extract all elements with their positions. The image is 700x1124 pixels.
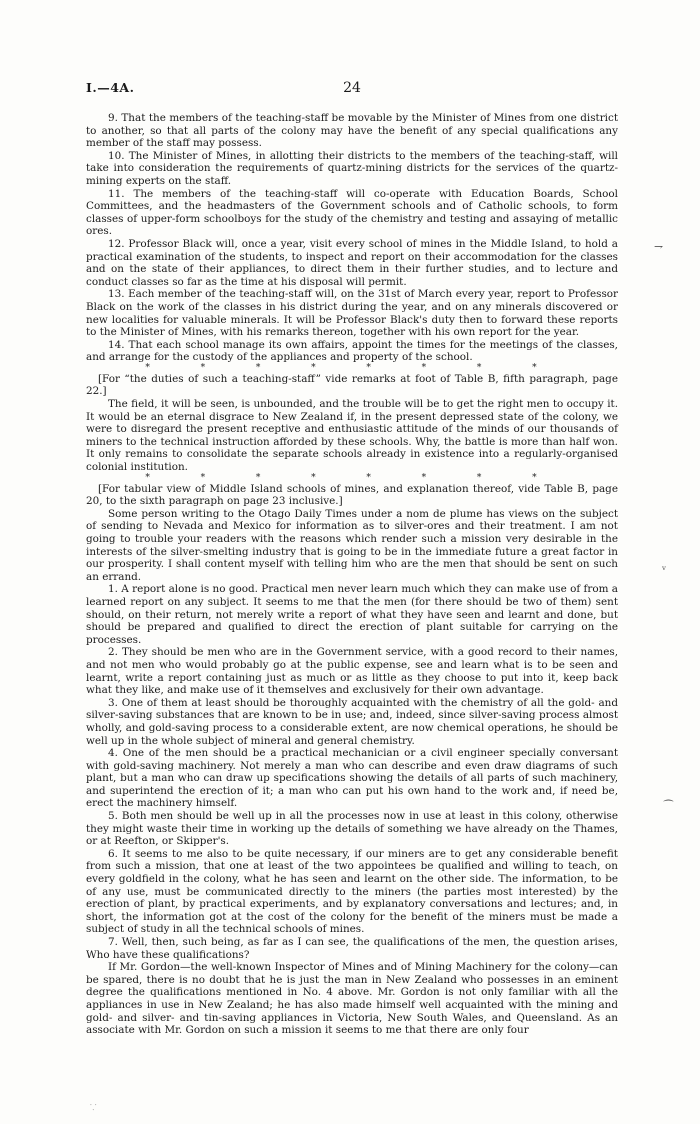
separator-star: * xyxy=(200,472,206,483)
separator-star: * xyxy=(255,472,261,483)
separator-star: * xyxy=(145,472,150,483)
paragraph: 7. Well, then, such being, as far as I can see, the qualifications of the men, the question arises, Who have these qualifications? xyxy=(86,936,618,961)
document-page xyxy=(86,80,618,1037)
margin-mark: ⁀ xyxy=(664,800,673,813)
paragraph: Some person writing to the Otago Daily Times under a nom de plume has views on the subject of sending to Nevada and Mexico for information as to silver-ores and their treatment. I am not going to trouble your readers with the reasons which render such a mission very desirable in the interests of the silver-smelting industry that is going to be in the immediate future a great factor in our prosperity. I shall content myself with telling him who are the men that should be sent on such an errand. xyxy=(86,507,618,583)
separator-star: * xyxy=(532,472,537,483)
section-separator xyxy=(86,474,618,483)
separator-star: * xyxy=(200,362,206,373)
page-header xyxy=(86,80,618,104)
paragraph: 3. One of them at least should be thoroughly acquainted with the chemistry of all the gold- and silver-saving substances that are known to be in use; and, indeed, since silver-saving process almost wholly, and gold-saving process to a considerable extent, are now chemical operations, he should be well up in the whole subject of mineral and general chemistry. xyxy=(86,696,618,747)
bracket-note: [For tabular view of Middle Island schools of mines, and explanation thereof, vide Table B, page 20, to the sixth paragraph on page 23 inclusive.] xyxy=(86,482,618,508)
paragraph: 14. That each school manage its own affairs, appoint the times for the meetings of the classes, and arrange for the custody of the appliances and property of the school. xyxy=(86,338,618,364)
separator-star: * xyxy=(421,362,427,373)
separator-star: * xyxy=(311,472,316,483)
paragraph: 6. It seems to me also to be quite necessary, if our miners are to get any considerable benefit from such a mission, that one at least of the two appointees be qualified and willing to teach, on every goldfield in the colony, what he has seen and learnt on the other side. The information, to be of any use, must be communicated directly to the miners (the parties most interested) by the erection of plant, by practical experiments, and by explanatory conversations and lectures; and, in short, the information got at the cost of the colony for the benefit of the miners must be made a subject of study in all the technical schools of mines. xyxy=(86,847,618,936)
separator-star: * xyxy=(476,362,482,373)
separator-star: * xyxy=(366,472,371,483)
body-text xyxy=(86,112,618,1037)
separator-star: * xyxy=(311,362,316,373)
separator-star: * xyxy=(255,362,261,373)
separator-star: * xyxy=(476,472,482,483)
page-number: 24 xyxy=(343,80,361,96)
margin-mark: ⇁ xyxy=(654,240,664,253)
paragraph: 13. Each member of the teaching-staff will, on the 31st of March every year, report to Professor Black on the work of the classes in his district during the year, and on any minerals discovered or new localities for valuable minerals. It will be Professor Black's duty then to forward these reports to the Minister of Mines, with his remarks thereon, together with his own report for the year. xyxy=(86,288,618,339)
paragraph: 1. A report alone is no good. Practical men never learn much which they can make use of from a learned report on any subject. It seems to me that the men (for there should be two of them) sent should, on their return, not merely write a report of what they have seen and learnt and done, but should be prepared and qualified to direct the erection of plant suitable for carrying on the processes. xyxy=(86,583,618,646)
separator-star: * xyxy=(421,472,427,483)
separator-star: * xyxy=(145,362,150,373)
section-separator xyxy=(86,364,618,373)
paragraph: 10. The Minister of Mines, in allotting their districts to the members of the teaching-staff, will take into consideration the requirements of quartz-mining districts for the services of the quartz-mining experts on the staff. xyxy=(86,149,618,187)
paragraph: 9. That the members of the teaching-staff be movable by the Minister of Mines from one district to another, so that all parts of the colony may have the benefit of any special qualifications any member of the staff may possess. xyxy=(86,112,618,150)
margin-mark: ᵥ xyxy=(662,560,667,573)
paragraph: If Mr. Gordon—the well-known Inspector of Mines and of Mining Machinery for the colony—can be spared, there is no doubt that he is just the man in New Zealand who possesses in an eminent degree the qualifications mentioned in No. 4 above. Mr. Gordon is not only familiar with all the appliances in use in New Zealand; he has also made himself well acquainted with the mining and gold- and silver- and tin-saving appliances in Victoria, New South Wales, and Queensland. As an associate with Mr. Gordon on such a mission it seems to me that there are only four xyxy=(86,961,618,1037)
paragraph: 4. One of the men should be a practical mechanician or a civil engineer specially conversant with gold-saving machinery. Not merely a man who can describe and even draw diagrams of such plant, but a man who can draw up specifications showing the details of all parts of such machinery, and superintend the erection of it; a man who can put his own hand to the work and, if need be, erect the machinery himself. xyxy=(86,747,618,810)
margin-mark: ⸪ xyxy=(90,1103,97,1112)
separator-star: * xyxy=(532,362,537,373)
separator-star: * xyxy=(366,362,371,373)
paragraph: The field, it will be seen, is unbounded, and the trouble will be to get the right men to occupy it. It would be an eternal disgrace to New Zealand if, in the present depressed state of the colony, we were to disregard the present receptive and enthusiastic attitude of the minds of our thousands of miners to the technical instruction afforded by these schools. Why, the battle is more than half won. It only remains to consolidate the separate schools already in existence into a regularly-organised colonial institution. xyxy=(86,398,618,474)
paragraph: 12. Professor Black will, once a year, visit every school of mines in the Middle Island, to hold a practical examination of the students, to inspect and report on their accommodation for the classes and on the state of their appliances, to direct them in their further studies, and to lecture and conduct classes so far as the time at his disposal will permit. xyxy=(86,237,618,288)
paragraph: 2. They should be men who are in the Government service, with a good record to their names, and not men who would probably go at the public expense, see and learn what is to be seen and learnt, write a report containing just as much or as little as they choose to put into it, keep back what they like, and make use of it themselves and exclusively for their own advantage. xyxy=(86,646,618,697)
document-id: I.—4A. xyxy=(86,80,135,95)
paragraph: 5. Both men should be well up in all the processes now in use at least in this colony, otherwise they might waste their time in working up the details of something we have already on the Thames, or at Reefton, or Skipper's. xyxy=(86,810,618,848)
bracket-note: [For “the duties of such a teaching-staff” vide remarks at foot of Table B, fifth paragraph, page 22.] xyxy=(86,372,618,398)
paragraph: 11. The members of the teaching-staff will co-operate with Education Boards, School Committees, and the headmasters of the Government schools and of Catholic schools, to form classes of upper-form schoolboys for the study of the chemistry and testing and assaying of metallic ores. xyxy=(86,187,618,238)
